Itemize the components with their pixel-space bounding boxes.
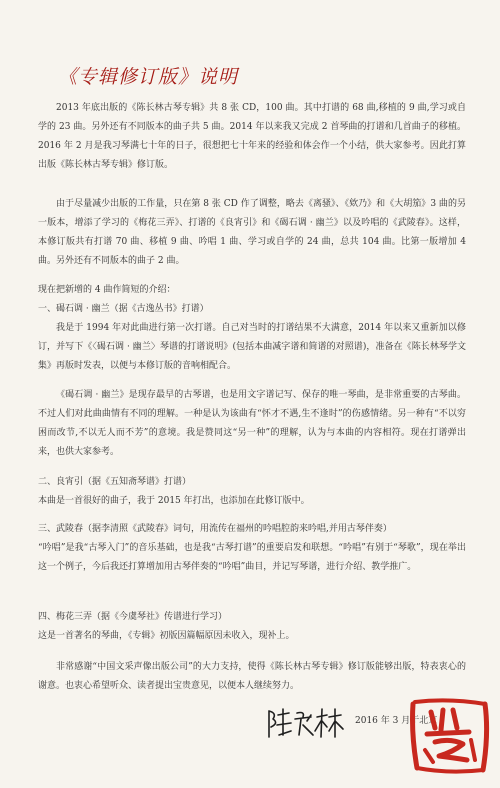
paragraph-youlan-meaning: 《碣石调 · 幽兰》是现存最早的古琴谱，也是用文字谱记写、保存的唯一琴曲，是非常重要的古琴曲。不过人们对此曲曲情有不同的理解。一种是认为该曲有“怀才不遇,生不逢时”的伤感情绪。另一种有“不以穷困而改节,不以无人而不芳”的意境。我是赞同这“另一种”的理解，认为与本曲的内容相符。现在打谱弹出来，也供大家参考。 bbox=[38, 390, 466, 457]
paragraph-acknowledgement: 非常感谢“中国文采声像出版公司”的大力支持，使得《陈长林古琴专辑》修订版能够出版，特表衷心的谢意。也衷心希望听众、读者提出宝贵意见，以便本人继续努力。 bbox=[38, 662, 466, 691]
section-heading-meihua: 四、梅花三弄（据《今虞琴社》传谱进行学习） bbox=[38, 612, 228, 622]
seal-stamp-icon bbox=[405, 694, 491, 776]
paragraph-intro: 2013 年底出版的《陈长林古琴专辑》共 8 张 CD，100 曲。其中打谱的 68 曲,移植的 9 曲,学习或自学的 23 曲。另外还有不同版本的曲子共 5 曲。2014 年以来我又完成 2 首琴曲的打谱和几首曲子的移植。2016 年 2 月是我习琴满七十年的日子，很想把七十年来的经验和体会作一个小结，供大家参考。因此打算出版《陈长林古琴专辑》修订版。 bbox=[38, 103, 466, 170]
paragraph-liangxiao: 本曲是一首很好的曲子，我于 2015 年打出，也添加在此修订版中。 bbox=[38, 496, 310, 506]
section-heading-wulingchun: 三、武陵春（据李清照《武陵春》词句，用流传在福州的吟唱腔韵来吟唱,并用古琴伴奏） bbox=[38, 524, 392, 534]
paragraph-wulingchun: “吟唱”是我“古琴入门”的音乐基础，也是我“古琴打谱”的重要启发和联想。“吟唱”有别于“琴歌”，现在举出这一个例子，今后我还打算增加用古琴伴奏的“吟唱”曲目，并记写琴谱，进行介绍、教学推广。 bbox=[38, 543, 466, 572]
signature-image bbox=[265, 705, 345, 741]
document-date: 2016 年 3 月于北京 bbox=[355, 716, 438, 726]
paragraph-new-pieces-intro: 现在把新增的 4 曲作简短的介绍： bbox=[38, 285, 176, 295]
paragraph-meihua: 这是一首著名的琴曲，《专辑》初版因篇幅原因未收入，现补上。 bbox=[38, 631, 295, 641]
paragraph-revision: 由于尽量减少出版的工作量，只在第 8 张 CD 作了调整，略去《离骚》、《欸乃》和《大胡笳》3 曲的另一版本，增添了学习的《梅花三弄》、打谱的《良宵引》和《碣石调 · 幽兰》以及吟唱的《武陵春》。这样，本修订版共有打谱 70 曲、移植 9 曲、吟唱 1 曲、学习或自学的 24 曲，总共 104 曲。比第一版增加 4 曲。另外还有不同版本的曲子 2 曲。 bbox=[38, 199, 466, 266]
paragraph-youlan-history: 我是于 1994 年对此曲进行第一次打谱。自己对当时的打谱结果不大满意，2014 年以来又重新加以修订，并写下《〈碣石调 · 幽兰〉琴谱的打谱说明》(包括本曲减字谱和简谱的对照谱)，准备在《陈长林琴学文集》再版时发表，以便与本修订版的音响相配合。 bbox=[38, 323, 466, 371]
section-heading-liangxiao: 二、良宵引（据《五知斋琴谱》打谱） bbox=[38, 477, 192, 487]
section-heading-youlan: 一、碣石调 · 幽兰（据《古逸丛书》打谱） bbox=[38, 304, 209, 314]
document-title: 《专辑修订版》说明 bbox=[58, 66, 239, 88]
